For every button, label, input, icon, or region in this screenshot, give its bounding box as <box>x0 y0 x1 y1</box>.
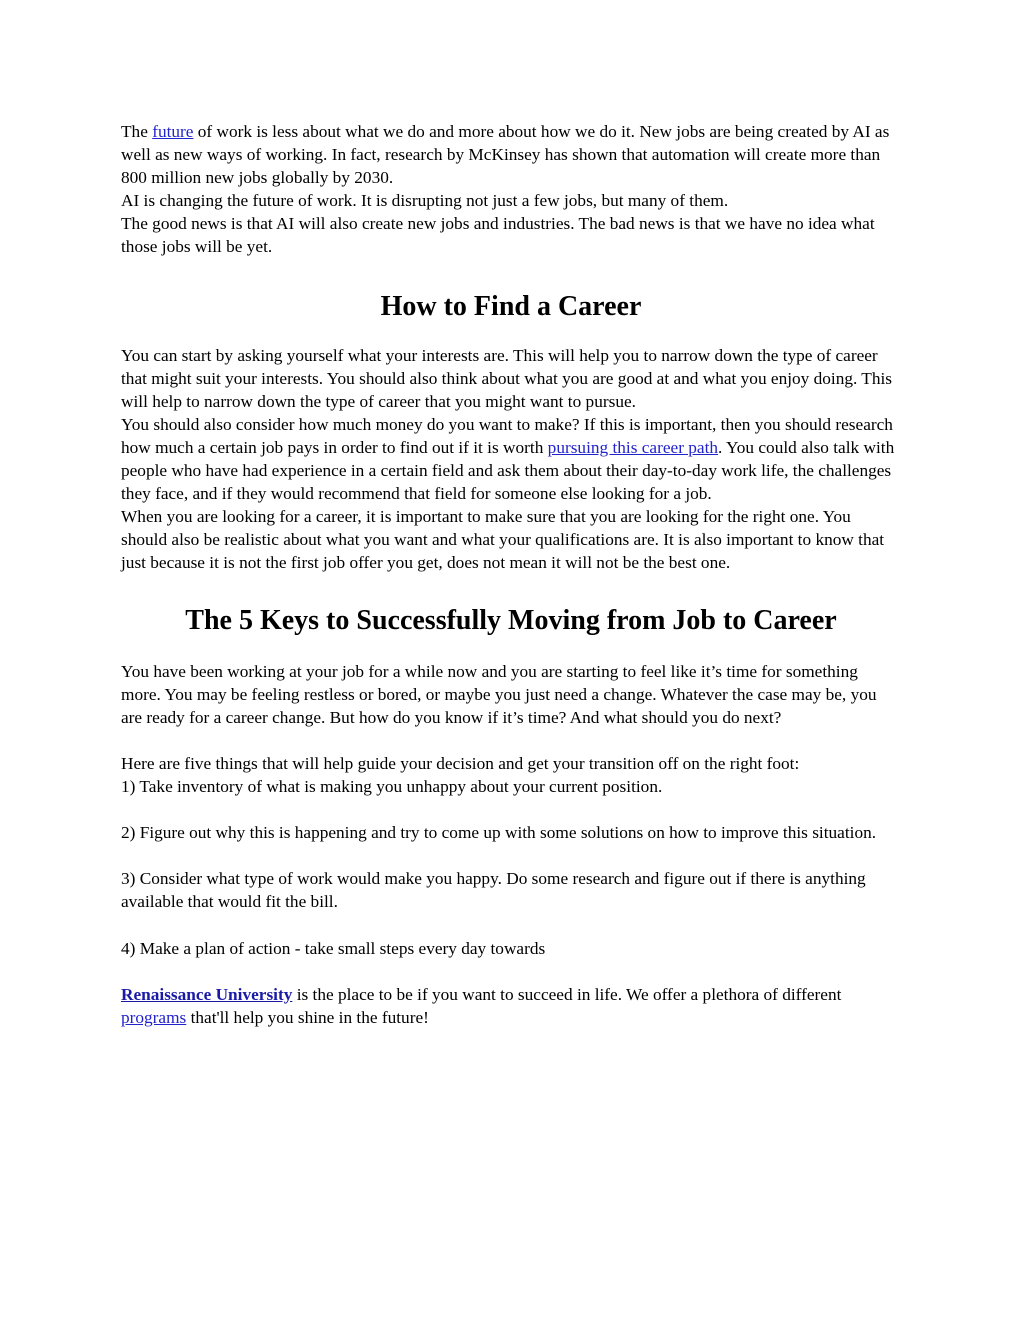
document-page <box>121 120 901 1029</box>
find-text: You should also consider how much money do you want to make? If this is important, then you should research how much a certain job pays in order to find out if it is worth <box>121 414 893 457</box>
list-item-3: 3) Consider what type of work would make you happy. Do some research and figure out if there is anything available that would fit the bill. <box>121 869 866 912</box>
spacer <box>121 960 901 983</box>
spacer <box>121 729 901 752</box>
intro-text: The <box>121 122 153 141</box>
renaissance-university-link[interactable]: Renaissance University <box>121 984 293 1004</box>
keys-paragraph-2: Here are five things that will help guide your decision and get your transition off on the right foot: <box>121 753 800 773</box>
section-heading-find-career: How to Find a Career <box>380 290 642 322</box>
spacer <box>121 914 901 937</box>
spacer <box>121 798 901 821</box>
promo-text: is the place to be if you want to succeed in life. We offer a plethora of different <box>292 984 842 1004</box>
section-heading-five-keys: The 5 Keys to Successfully Moving from Job to Career <box>185 604 837 636</box>
pursuing-career-path-link[interactable]: pursuing this career path <box>547 437 719 457</box>
promo-text: that'll help you shine in the future! <box>186 1007 429 1027</box>
promo-paragraph <box>121 983 901 1029</box>
intro-paragraph-3: The good news is that AI will also create new jobs and industries. The bad news is that we have no idea what those jobs will be yet. <box>121 214 875 257</box>
find-paragraph-2 <box>121 413 901 505</box>
list-item-1: 1) Take inventory of what is making you unhappy about your current position. <box>121 776 663 796</box>
find-text: . You could also talk with people who have had experience in a certain field and ask them about their day-to-day work life, the challenges they face, and if they would recommend that field for someone else looking for a job. <box>121 437 895 504</box>
intro-text: of work is less about what we do and more about how we do it. New jobs are being created by AI as well as new ways of working. In fact, research by McKinsey has shown that automation will create more than 800 million new jobs globally by 2030. <box>121 122 890 188</box>
list-item-2: 2) Figure out why this is happening and try to come up with some solutions on how to improve this situation. <box>121 823 877 843</box>
intro-paragraph-2: AI is changing the future of work. It is disrupting not just a few jobs, but many of them. <box>121 191 729 211</box>
find-paragraph-1: You can start by asking yourself what your interests are. This will help you to narrow down the type of career that might suit your interests. You should also think about what you are good at and what you enjoy doing. This will help to narrow down the type of career that you might want to pursue. <box>121 345 893 411</box>
find-paragraph-3: When you are looking for a career, it is important to make sure that you are looking for the right one. You should also be realistic about what you want and what your qualifications are. It is also important to know that just because it is not the first job offer you get, does not mean it will not be the best one. <box>121 507 885 573</box>
programs-link[interactable]: programs <box>121 1007 187 1027</box>
intro-paragraph-1 <box>121 120 901 189</box>
future-link[interactable]: future <box>152 122 194 141</box>
spacer <box>121 844 901 867</box>
keys-paragraph-1: You have been working at your job for a while now and you are starting to feel like it’s time for something more. You may be feeling restless or bored, or maybe you just need a change. Whatever the case may be, you are ready for a career change. But how do you know if it’s time? And what should you do next? <box>121 661 877 727</box>
list-item-4: 4) Make a plan of action - take small steps every day towards <box>121 938 546 958</box>
